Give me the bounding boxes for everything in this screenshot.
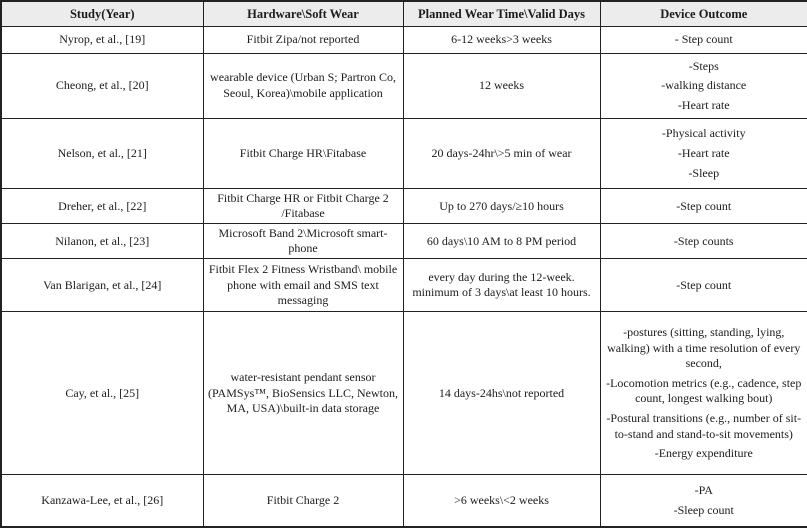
header-row	[1, 1, 807, 27]
outcome-cell	[600, 27, 807, 54]
outcome-cell	[600, 119, 807, 189]
outcome-cell	[600, 53, 807, 119]
outcome-item: -Heart rate	[677, 97, 730, 112]
outcome-item: - Step count	[674, 32, 733, 46]
study-cell: Kanzawa-Lee, et al., [26]	[1, 475, 203, 527]
outcome-item: -walking distance	[661, 78, 747, 93]
outcome-cell	[600, 224, 807, 259]
hardware-cell: water-resistant pendant sensor (PAMSys™, BioSensics LLC, Newton, MA, USA)\built-in data storage	[203, 312, 403, 475]
table-row	[1, 312, 807, 475]
study-cell: Cheong, et al., [20]	[1, 53, 203, 119]
table-row	[1, 259, 807, 312]
outcome-item: -Steps	[688, 58, 719, 73]
study-cell: Van Blarigan, et al., [24]	[1, 259, 203, 312]
column-header: Study(Year)	[1, 1, 203, 27]
table-row	[1, 27, 807, 54]
study-cell: Cay, et al., [25]	[1, 312, 203, 475]
outcome-item: -Energy expenditure	[654, 446, 753, 461]
outcome-cell	[600, 475, 807, 527]
hardware-cell: Fitbit Charge HR or Fitbit Charge 2 /Fitabase	[203, 189, 403, 224]
table-body	[1, 27, 807, 527]
table-header	[1, 1, 807, 27]
study-cell: Dreher, et al., [22]	[1, 189, 203, 224]
wear-time-cell: 20 days-24hr\>5 min of wear	[403, 119, 600, 189]
wear-time-cell: 12 weeks	[403, 53, 600, 119]
wear-time-cell: >6 weeks\<2 weeks	[403, 475, 600, 527]
outcome-item: -Step counts	[673, 233, 734, 248]
outcome-item: -Postural transitions (e.g., number of sit- to-stand and stand-to-sit movements)	[606, 410, 802, 441]
table-row	[1, 53, 807, 119]
outcome-cell	[600, 312, 807, 475]
hardware-cell: Fitbit Charge HR\Fitabase	[203, 119, 403, 189]
outcome-item: -Sleep count	[673, 502, 734, 517]
hardware-cell: Fitbit Flex 2 Fitness Wristband\ mobile phone with email and SMS text messaging	[203, 259, 403, 312]
hardware-cell: wearable device (Urban S; Partron Co, Seoul, Korea)\mobile application	[203, 53, 403, 119]
column-header: Hardware\Soft Wear	[203, 1, 403, 27]
study-cell: Nyrop, et al., [19]	[1, 27, 203, 54]
outcome-item: -Heart rate	[677, 146, 730, 161]
wear-time-cell: 6-12 weeks>3 weeks	[403, 27, 600, 54]
hardware-cell: Microsoft Band 2\Microsoft smart-phone	[203, 224, 403, 259]
outcome-item: -PA	[694, 483, 713, 498]
hardware-cell: Fitbit Charge 2	[203, 475, 403, 527]
wear-time-cell: Up to 270 days/≥10 hours	[403, 189, 600, 224]
outcome-item: -Step count	[676, 198, 732, 213]
wear-time-cell: every day during the 12-week. minimum of 3 days\at least 10 hours.	[403, 259, 600, 312]
table-row	[1, 224, 807, 259]
outcome-item: -Locomotion metrics (e.g., cadence, step count, longest walking bout)	[606, 375, 802, 406]
wear-time-cell: 60 days\10 AM to 8 PM period	[403, 224, 600, 259]
table-row	[1, 119, 807, 189]
hardware-cell: Fitbit Zipa/not reported	[203, 27, 403, 54]
outcome-cell	[600, 259, 807, 312]
outcome-item: -postures (sitting, standing, lying, walking) with a time resolution of every second,	[607, 325, 801, 371]
study-cell: Nelson, et al., [21]	[1, 119, 203, 189]
table-row	[1, 475, 807, 527]
outcome-item: -Sleep	[688, 165, 720, 180]
table-row	[1, 189, 807, 224]
outcome-item: -Physical activity	[661, 126, 746, 141]
outcome-item: -Step count	[676, 277, 732, 292]
outcome-cell	[600, 189, 807, 224]
study-cell: Nilanon, et al., [23]	[1, 224, 203, 259]
column-header: Device Outcome	[600, 1, 807, 27]
column-header: Planned Wear Time\Valid Days	[403, 1, 600, 27]
wear-time-cell: 14 days-24hs\not reported	[403, 312, 600, 475]
